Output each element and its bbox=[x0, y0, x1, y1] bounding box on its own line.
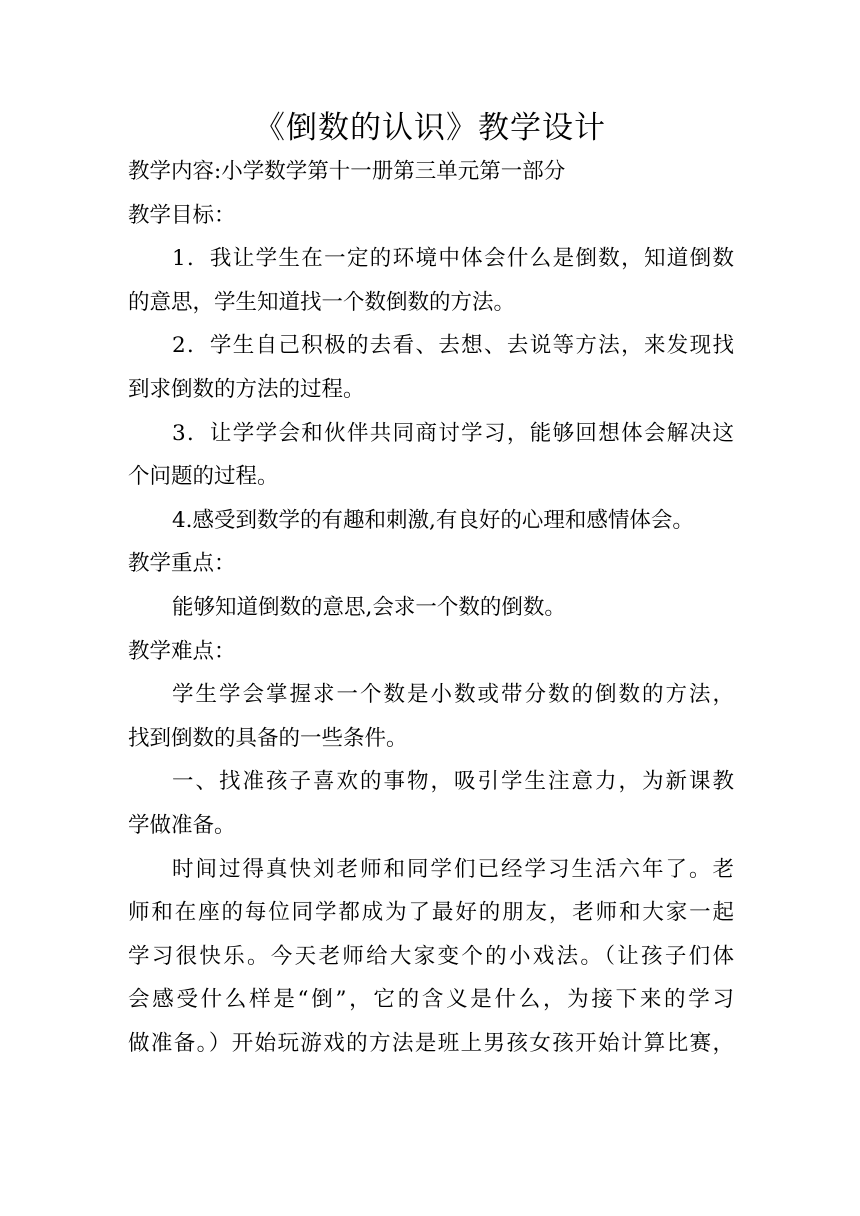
text-line: 到求倒数的方法的过程。 bbox=[128, 376, 365, 402]
text-line-teaching-content: 教学内容:小学数学第十一册第三单元第一部分 bbox=[128, 159, 566, 184]
text-line: 学做准备。 bbox=[128, 812, 236, 838]
heading-teaching-focus: 教学重点： bbox=[128, 551, 236, 577]
text-line: 4.感受到数学的有趣和刺激,有良好的心理和感情体会。 bbox=[172, 507, 694, 533]
text-line: 1．我让学生在一定的环境中体会什么是倒数，知道倒数 bbox=[172, 246, 734, 272]
text-line: 2．学生自己积极的去看、去想、去说等方法，来发现找 bbox=[172, 333, 734, 359]
document-body bbox=[128, 150, 734, 1065]
document-title: 《倒数的认识》教学设计 bbox=[254, 110, 606, 146]
text-line: 一、找准孩子喜欢的事物，吸引学生注意力，为新课教 bbox=[172, 769, 734, 795]
text-line: 学生学会掌握求一个数是小数或带分数的倒数的方法， bbox=[172, 682, 734, 708]
text-line: 个问题的过程。 bbox=[128, 464, 279, 490]
heading-teaching-difficulty: 教学难点： bbox=[128, 638, 236, 664]
text-line: 学习很快乐。今天老师给大家变个的小戏法。（让孩子们体 bbox=[128, 943, 734, 969]
text-line: 找到倒数的具备的一些条件。 bbox=[128, 725, 408, 751]
text-line: 3．让学学会和伙伴共同商讨学习，能够回想体会解决这 bbox=[172, 420, 734, 446]
heading-teaching-goals: 教学目标： bbox=[128, 202, 236, 228]
text-line: 的意思，学生知道找一个数倒数的方法。 bbox=[128, 289, 516, 315]
text-line: 做准备。）开始玩游戏的方法是班上男孩女孩开始计算比赛， bbox=[128, 1030, 734, 1056]
text-line: 会感受什么样是“倒”，它的含义是什么，为接下来的学习 bbox=[128, 987, 734, 1013]
text-line: 能够知道倒数的意思,会求一个数的倒数。 bbox=[172, 594, 566, 620]
text-line: 时间过得真快刘老师和同学们已经学习生活六年了。老 bbox=[172, 856, 734, 882]
text-line: 师和在座的每位同学都成为了最好的朋友，老师和大家一起 bbox=[128, 900, 734, 926]
